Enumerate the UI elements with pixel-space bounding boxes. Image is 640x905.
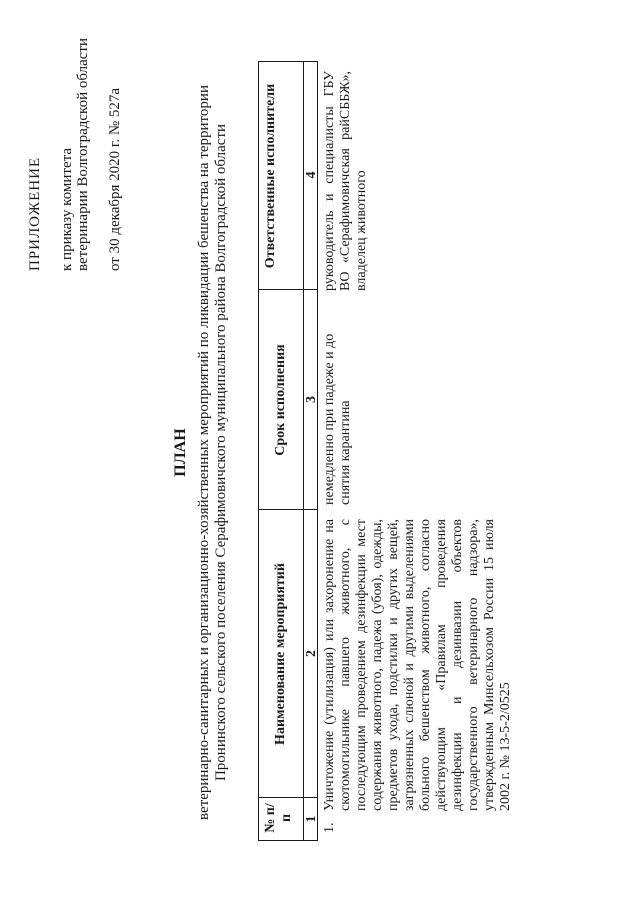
appendix-title: ПРИЛОЖЕНИЕ xyxy=(27,156,43,271)
plan-title: ПЛАН xyxy=(172,428,189,477)
order-date-number: от 30 декабря 2020 г. № 527а xyxy=(107,87,123,271)
column-number-3: 3 xyxy=(304,396,319,403)
plan-subtitle-1: ветеринарно-санитарных и организационно-хозяйственных мероприятий по ликвидации бешенства на территории xyxy=(196,85,212,820)
header-number: № п/п xyxy=(263,803,294,833)
row-deadline: немедленно при падеже и до снятия карантина xyxy=(322,333,353,505)
row-responsible: руководитель и специалисты ГБУ ВО «Серафимовичская райСББЖ», владелец животного xyxy=(322,71,369,291)
header-activity: Наименование мероприятий xyxy=(273,563,288,745)
plan-table-header xyxy=(258,61,318,841)
plan-subtitle-2: Пронинского сельского поселения Серафимовичского муниципального района Волгоградской области xyxy=(213,123,229,782)
order-line-2: ветеринарии Волгоградской области xyxy=(75,38,91,271)
header-deadline: Срок исполнения xyxy=(273,344,288,456)
header-responsible: Ответственные исполнители xyxy=(263,83,278,269)
column-number-4: 4 xyxy=(304,171,319,179)
column-number-1: 1 xyxy=(304,815,319,823)
row-activity: Уничтожение (утилизация) или захоронение на скотомогильнике павшего животного, с последующим проведением дезинфекции мест содержания животного, падежа (убоя), одежды, предметов ухода, подстилки и других вещей, загрязненных слюной и другими выделениями больного бешенством животного, согласно действующим «Правилам проведения дезинфекции и дезинвазии объектов государственного ветеринарного надзора», утвержденным Минсельхозом России 15 июля 2002 г. № 13-5-2/0525 xyxy=(322,519,513,811)
column-number-2: 2 xyxy=(304,650,319,657)
order-line-1: к приказу комитета xyxy=(59,147,75,271)
row-number: 1. xyxy=(322,822,337,833)
